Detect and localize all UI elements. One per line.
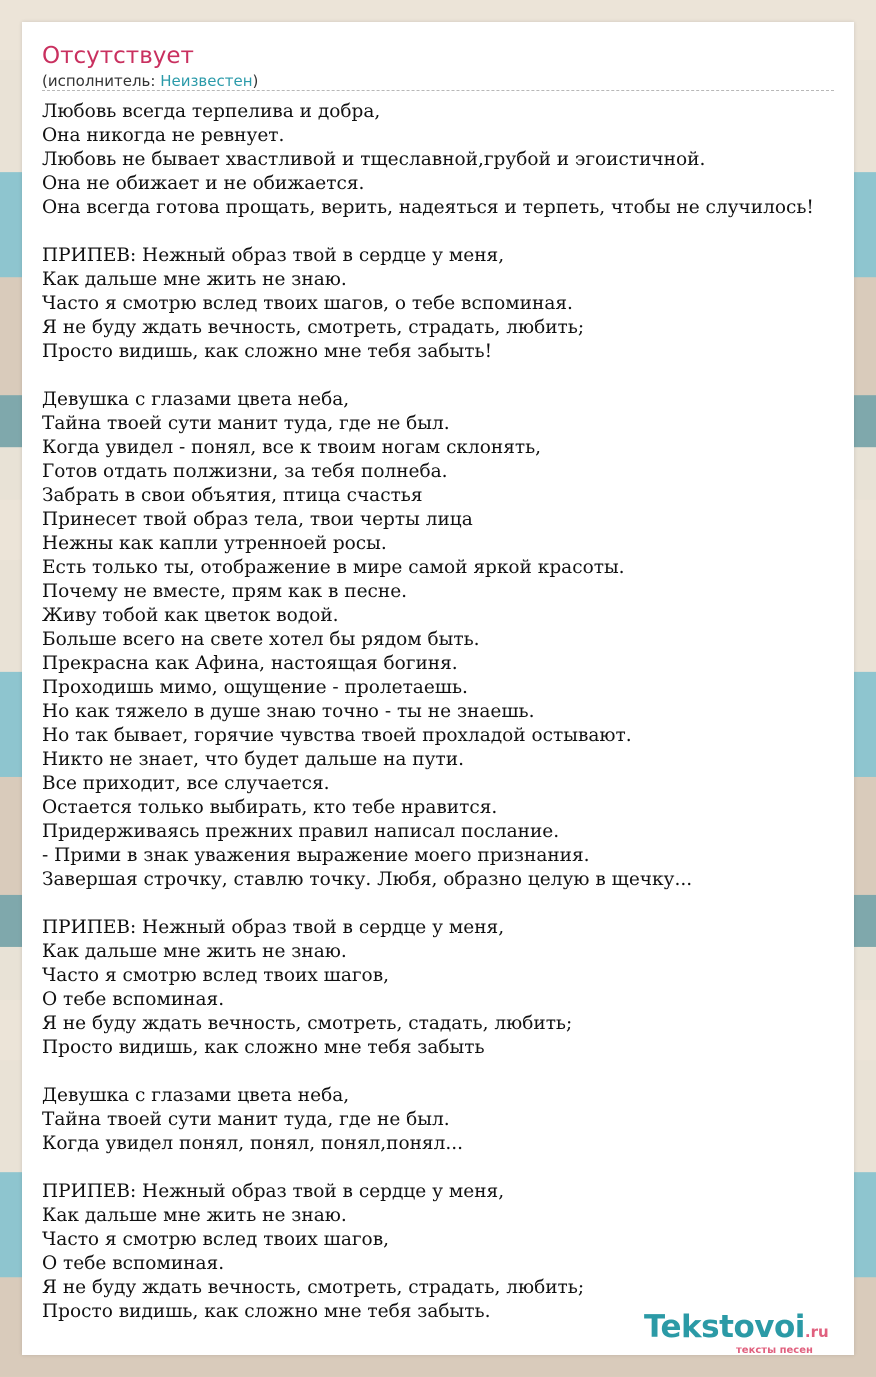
lyric-line: Остается только выбирать, кто тебе нравится. (42, 797, 498, 818)
lyric-line: Живу тобой как цветок водой. (42, 605, 339, 626)
lyric-line: Никто не знает, что будет дальше на пути. (42, 749, 464, 770)
stanza-gap (42, 1060, 876, 1084)
lyric-line: Почему не вместе, прям как в песне. (42, 581, 408, 602)
lyric-line: - Прими в знак уважения выражение моего признания. (42, 845, 590, 866)
song-title: Отсутствует (42, 43, 194, 69)
lyric-line: О тебе вспоминая. (42, 989, 225, 1010)
lyric-line: ПРИПЕВ: Нежный образ твой в сердце у меня, (42, 245, 505, 266)
lyric-line: Просто видишь, как сложно мне тебя забыть (42, 1037, 485, 1058)
lyric-line: Больше всего на свете хотел бы рядом быть. (42, 629, 480, 650)
lyric-line: Как дальше мне жить не знаю. (42, 1205, 347, 1226)
lyric-line: Она никогда не ревнует. (42, 125, 285, 146)
lyric-line: Девушка с глазами цвета неба, (42, 389, 350, 410)
lyric-line: Все приходит, все случается. (42, 773, 330, 794)
artist-prefix: (исполнитель: (42, 72, 161, 90)
lyric-line: Придерживаясь прежних правил написал послание. (42, 821, 560, 842)
lyric-line: О тебе вспоминая. (42, 1253, 225, 1274)
lyric-line: Есть только ты, отображение в мире самой яркой красоты. (42, 557, 625, 578)
lyric-line: Любовь не бывает хвастливой и тщеславной,грубой и эгоистичной. (42, 149, 706, 170)
lyric-line: Принесет твой образ тела, твои черты лица (42, 509, 473, 530)
lyric-line: Как дальше мне жить не знаю. (42, 941, 347, 962)
lyric-line: Проходишь мимо, ощущение - пролетаешь. (42, 677, 468, 698)
site-logo[interactable] (644, 1309, 829, 1356)
lyric-line: Любовь всегда терпелива и добра, (42, 101, 381, 122)
stanza-gap (42, 892, 876, 916)
lyric-line: Просто видишь, как сложно мне тебя забыть! (42, 341, 493, 362)
lyric-line: Но так бывает, горячие чувства твоей прохладой остывают. (42, 725, 632, 746)
lyric-line: Тайна твоей сути манит туда, где не был. (42, 413, 450, 434)
lyric-line: Просто видишь, как сложно мне тебя забыть. (42, 1301, 491, 1322)
lyric-line: Часто я смотрю вслед твоих шагов, (42, 965, 389, 986)
lyric-line: Завершая строчку, ставлю точку. Любя, образно целую в щечку... (42, 869, 693, 890)
lyric-line: Тайна твоей сути манит туда, где не был. (42, 1109, 450, 1130)
artist-link[interactable]: Неизвестен (160, 72, 253, 90)
lyric-line: Нежны как капли утренноей росы. (42, 533, 387, 554)
lyric-line: Часто я смотрю вслед твоих шагов, о тебе вспоминая. (42, 293, 573, 314)
lyric-line: ПРИПЕВ: Нежный образ твой в сердце у меня, (42, 917, 505, 938)
stanza-gap (42, 220, 876, 244)
lyric-line: Прекрасна как Афина, настоящая богиня. (42, 653, 458, 674)
lyric-line: Готов отдать полжизни, за тебя полнеба. (42, 461, 448, 482)
lyric-line: Забрать в свои объятия, птица счастья (42, 485, 423, 506)
lyric-line: Я не буду ждать вечность, смотреть, стадать, любить; (42, 1013, 573, 1034)
lyrics-text (42, 100, 876, 1324)
lyric-line: Когда увидел - понял, все к твоим ногам склонять, (42, 437, 542, 458)
stanza-gap (42, 364, 876, 388)
lyric-line: Но как тяжело в душе знаю точно - ты не знаешь. (42, 701, 535, 722)
logo-tagline: тексты песен (736, 1345, 813, 1356)
lyric-line: Девушка с глазами цвета неба, (42, 1085, 350, 1106)
lyric-line: Часто я смотрю вслед твоих шагов, (42, 1229, 389, 1250)
lyric-line: Она всегда готова прощать, верить, надеяться и терпеть, чтобы не случилось! (42, 197, 814, 218)
lyric-line: Я не буду ждать вечность, смотреть, страдать, любить; (42, 317, 585, 338)
logo-domain-suffix: .ru (804, 1323, 829, 1341)
artist-suffix: ) (252, 72, 259, 90)
lyric-line: Она не обижает и не обижается. (42, 173, 365, 194)
stanza-gap (42, 1156, 876, 1180)
lyric-line: ПРИПЕВ: Нежный образ твой в сердце у меня, (42, 1181, 505, 1202)
lyric-line: Когда увидел понял, понял, понял,понял... (42, 1133, 463, 1154)
logo-main-text: Tekstovoi (644, 1309, 805, 1345)
lyric-line: Я не буду ждать вечность, смотреть, страдать, любить; (42, 1277, 585, 1298)
artist-line (42, 71, 258, 91)
title-divider (42, 90, 834, 91)
lyric-line: Как дальше мне жить не знаю. (42, 269, 347, 290)
lyrics-card (22, 22, 854, 1355)
